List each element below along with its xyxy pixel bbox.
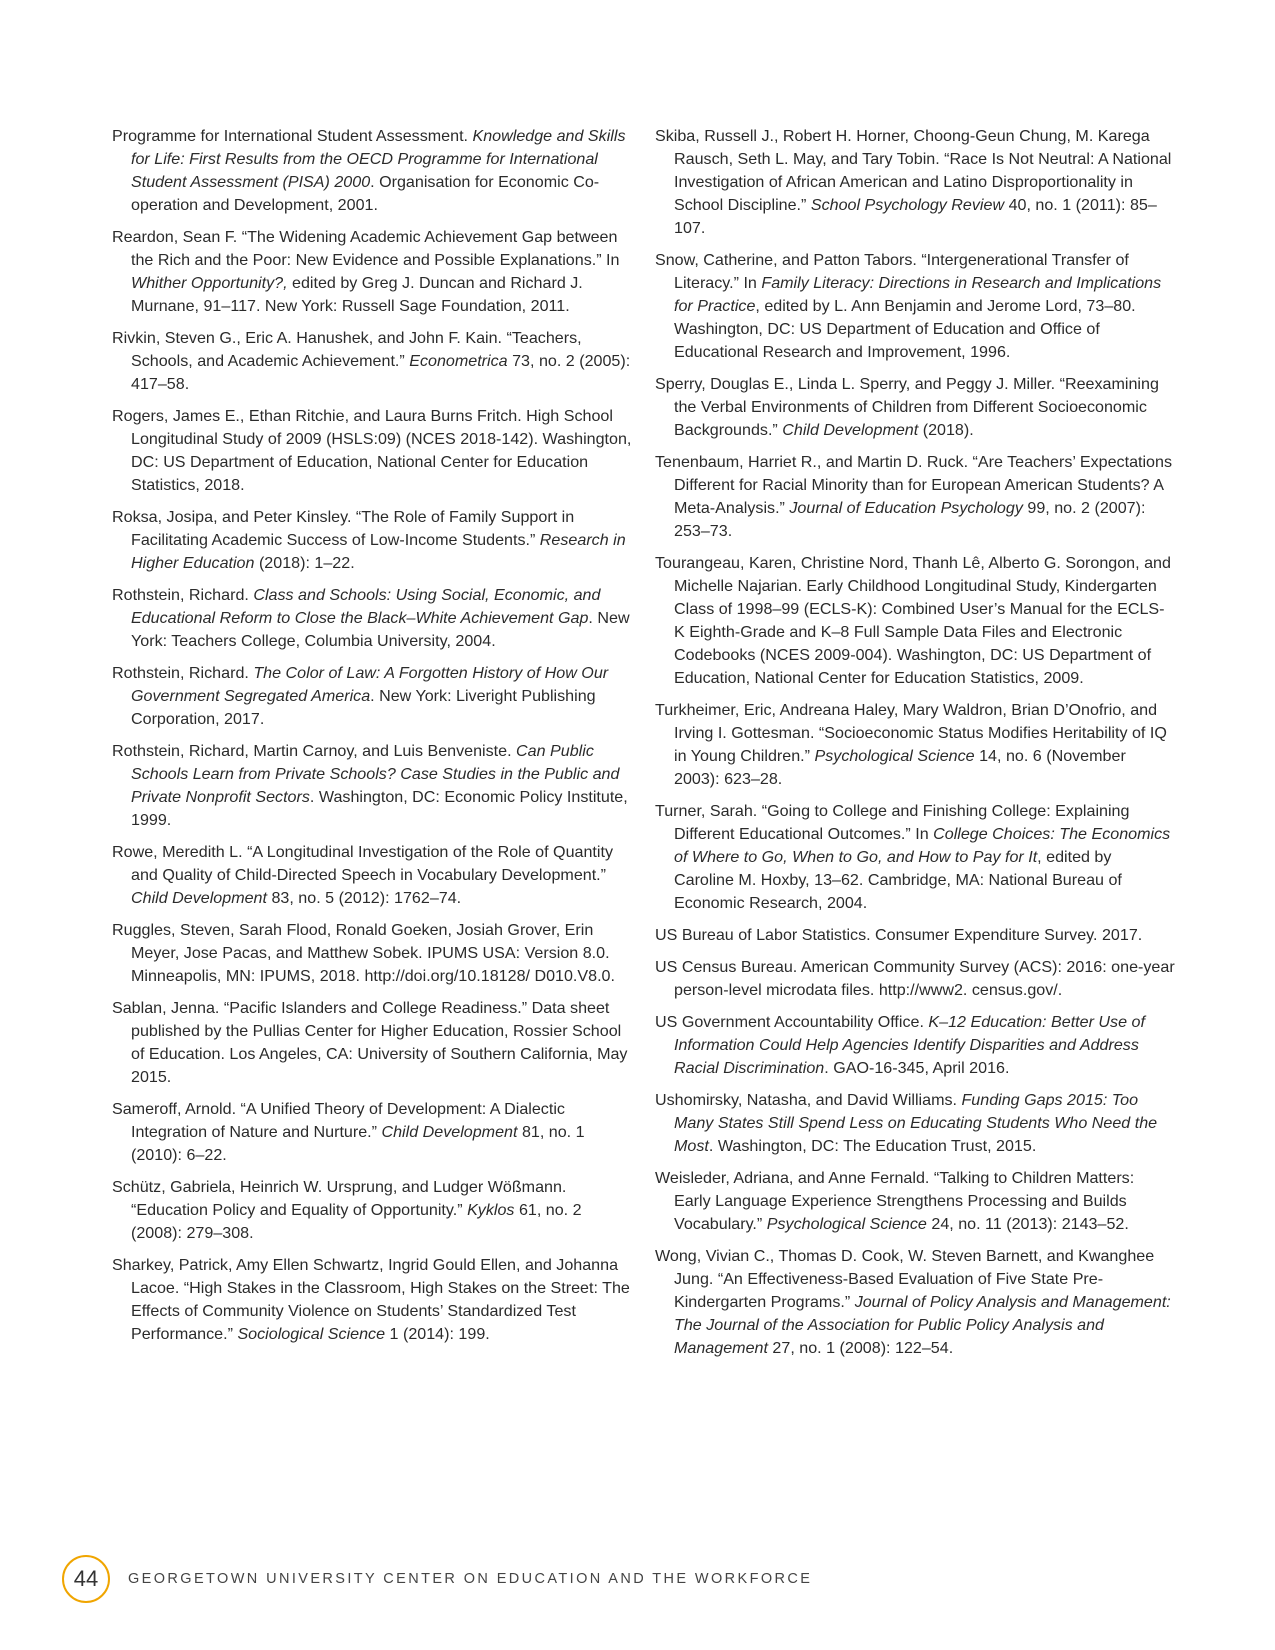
- reference-text: , edited by L. Ann Benjamin and Jerome Lord, 73–80. Washington, DC: US Department of Education and Office of Educational Research and Improvement, 1996.: [674, 297, 1136, 361]
- reference-title-italic: Funding Gaps 2015: Too Many States Still Spend Less on Educating Students Who Need the Most: [674, 1091, 1158, 1155]
- reference-text: Turkheimer, Eric, Andreana Haley, Mary Waldron, Brian D’Onofrio, and Irving I. Gottesman. “Socioeconomic Status Modifies Heritability of IQ in Young Children.”: [655, 701, 1167, 765]
- reference-text: 99, no. 2 (2007): 253–73.: [674, 499, 1146, 540]
- reference-text: Snow, Catherine, and Patton Tabors. “Intergenerational Transfer of Literacy.” In: [655, 251, 1129, 292]
- reference-entry: [112, 226, 632, 318]
- reference-entry: [655, 1167, 1175, 1236]
- reference-text: . GAO-16-345, April 2016.: [824, 1059, 1010, 1077]
- reference-entry: [112, 740, 632, 832]
- reference-entry: [655, 125, 1175, 240]
- reference-text: Turner, Sarah. “Going to College and Finishing College: Explaining Different Educational Outcomes.” In: [655, 802, 1130, 843]
- reference-text: Weisleder, Adriana, and Anne Fernald. “Talking to Children Matters: Early Language Experience Strengthens Processing and Builds Vocabulary.”: [655, 1169, 1135, 1233]
- reference-text: Sharkey, Patrick, Amy Ellen Schwartz, Ingrid Gould Ellen, and Johanna Lacoe. “High Stakes in the Classroom, High Stakes on the Street: The Effects of Community Violence on Students’ Standardized Test Performance.”: [112, 1256, 630, 1343]
- reference-text: . Washington, DC: Economic Policy Institute, 1999.: [131, 788, 628, 829]
- reference-title-italic: Kyklos: [467, 1201, 515, 1219]
- reference-text: Rothstein, Richard, Martin Carnoy, and Luis Benveniste.: [112, 742, 517, 760]
- reference-title-italic: Research in Higher Education: [131, 531, 626, 572]
- reference-entry: [112, 125, 632, 217]
- reference-text: (2018).: [918, 421, 974, 439]
- references-left-column: [112, 125, 632, 1355]
- reference-title-italic: School Psychology Review: [810, 196, 1005, 214]
- reference-text: Ushomirsky, Natasha, and David Williams.: [655, 1091, 962, 1109]
- reference-entry: [655, 552, 1175, 690]
- reference-title-italic: Family Literacy: Directions in Research and Implications for Practice: [674, 274, 1162, 315]
- reference-text: US Bureau of Labor Statistics. Consumer Expenditure Survey. 2017.: [655, 926, 1143, 944]
- reference-entry: [655, 451, 1175, 543]
- reference-title-italic: College Choices: The Economics of Where to Go, When to Go, and How to Pay for It: [674, 825, 1171, 866]
- reference-text: . Washington, DC: The Education Trust, 2015.: [708, 1137, 1037, 1155]
- reference-entry: [112, 405, 632, 497]
- reference-title-italic: Can Public Schools Learn from Private Schools? Case Studies in the Public and Private Nonprofit Sectors: [131, 742, 620, 806]
- reference-text: , edited by Caroline M. Hoxby, 13–62. Cambridge, MA: National Bureau of Economic Research, 2004.: [674, 848, 1122, 912]
- reference-entry: [112, 1176, 632, 1245]
- reference-text: Rivkin, Steven G., Eric A. Hanushek, and John F. Kain. “Teachers, Schools, and Academic Achievement.”: [112, 329, 582, 370]
- reference-title-italic: Knowledge and Skills for Life: First Results from the OECD Programme for International Student Assessment (PISA) 2000: [131, 127, 626, 191]
- reference-entry: [112, 997, 632, 1089]
- reference-text: Skiba, Russell J., Robert H. Horner, Choong-Geun Chung, M. Karega Rausch, Seth L. May, and Tary Tobin. “Race Is Not Neutral: A National Investigation of African American and Latino Disproportionality in School Discipline.”: [655, 127, 1172, 214]
- reference-text: Rowe, Meredith L. “A Longitudinal Investigation of the Role of Quantity and Quality of Child-Directed Speech in Vocabulary Development.”: [112, 843, 613, 884]
- reference-entry: [655, 1245, 1175, 1360]
- reference-text: Programme for International Student Assessment.: [112, 127, 473, 145]
- reference-entry: [112, 584, 632, 653]
- reference-text: Sperry, Douglas E., Linda L. Sperry, and Peggy J. Miller. “Reexamining the Verbal Environments of Children from Different Socioeconomic Backgrounds.”: [655, 375, 1159, 439]
- reference-title-italic: Class and Schools: Using Social, Economic, and Educational Reform to Close the Black–White Achievement Gap: [131, 586, 601, 627]
- reference-text: 24, no. 11 (2013): 2143–52.: [926, 1215, 1129, 1233]
- reference-title-italic: Sociological Science: [237, 1325, 386, 1343]
- reference-text: edited by Greg J. Duncan and Richard J. Murnane, 91–117. New York: Russell Sage Foundation, 2011.: [131, 274, 583, 315]
- reference-text: Tourangeau, Karen, Christine Nord, Thanh Lê, Alberto G. Sorongon, and Michelle Najarian. Early Childhood Longitudinal Study, Kindergarten Class of 1998–99 (ECLS-K): Combined User’s Manual for the ECLS-K Eighth-Grade and K–8 Full Sample Data Files and Electronic Codebooks (NCES 2009-004). Washington, DC: US Department of Education, National Center for Education Statistics, 2009.: [655, 554, 1171, 687]
- reference-text: US Census Bureau. American Community Survey (ACS): 2016: one-year person-level microdata files. http://www2. census.gov/.: [655, 958, 1175, 999]
- reference-title-italic: Journal of Education Psychology: [789, 499, 1023, 517]
- reference-text: Rothstein, Richard.: [112, 664, 254, 682]
- reference-title-italic: Journal of Policy Analysis and Management: The Journal of the Association for Public Policy Analysis and Management: [674, 1293, 1171, 1357]
- reference-entry: [655, 249, 1175, 364]
- reference-text: Reardon, Sean F. “The Widening Academic Achievement Gap between the Rich and the Poor: New Evidence and Possible Explanations.” In: [112, 228, 620, 269]
- reference-text: (2018): 1–22.: [254, 554, 355, 572]
- reference-text: Rogers, James E., Ethan Ritchie, and Laura Burns Fritch. High School Longitudinal Study of 2009 (HSLS:09) (NCES 2018-142). Washington, DC: US Department of Education, National Center for Education Statistics, 2018.: [112, 407, 632, 494]
- reference-text: 73, no. 2 (2005): 417–58.: [131, 352, 631, 393]
- reference-entry: [655, 924, 1175, 947]
- reference-text: 61, no. 2 (2008): 279–308.: [131, 1201, 582, 1242]
- reference-entry: [112, 1098, 632, 1167]
- reference-text: Sablan, Jenna. “Pacific Islanders and College Readiness.” Data sheet published by the Pullias Center for Higher Education, Rossier School of Education. Los Angeles, CA: University of Southern California, May 2015.: [112, 999, 628, 1086]
- reference-entry: [112, 662, 632, 731]
- reference-text: 83, no. 5 (2012): 1762–74.: [266, 889, 462, 907]
- references-right-column: [655, 125, 1175, 1369]
- reference-text: US Government Accountability Office.: [655, 1013, 929, 1031]
- reference-text: Sameroff, Arnold. “A Unified Theory of Development: A Dialectic Integration of Nature and Nurture.”: [112, 1100, 565, 1141]
- reference-title-italic: K–12 Education: Better Use of Information Could Help Agencies Identify Disparities and Address Racial Discrimination: [674, 1013, 1145, 1077]
- reference-entry: [655, 956, 1175, 1002]
- reference-entry: [112, 841, 632, 910]
- reference-text: 81, no. 1 (2010): 6–22.: [131, 1123, 585, 1164]
- reference-entry: [655, 800, 1175, 915]
- reference-entry: [112, 919, 632, 988]
- reference-text: 1 (2014): 199.: [385, 1325, 490, 1343]
- reference-text: Wong, Vivian C., Thomas D. Cook, W. Steven Barnett, and Kwanghee Jung. “An Effectiveness-Based Evaluation of Five State Pre-Kindergarten Programs.”: [655, 1247, 1155, 1311]
- reference-title-italic: Psychological Science: [814, 747, 975, 765]
- reference-text: . Organisation for Economic Co-operation and Development, 2001.: [131, 173, 600, 214]
- reference-title-italic: Child Development: [782, 421, 919, 439]
- footer-title: GEORGETOWN UNIVERSITY CENTER ON EDUCATION AND THE WORKFORCE: [128, 1571, 813, 1587]
- reference-text: Schütz, Gabriela, Heinrich W. Ursprung, and Ludger Wößmann. “Education Policy and Equality of Opportunity.”: [112, 1178, 567, 1219]
- reference-text: 40, no. 1 (2011): 85–107.: [674, 196, 1157, 237]
- reference-text: . New York: Teachers College, Columbia University, 2004.: [131, 609, 630, 650]
- reference-title-italic: Econometrica: [409, 352, 508, 370]
- reference-text: Ruggles, Steven, Sarah Flood, Ronald Goeken, Josiah Grover, Erin Meyer, Jose Pacas, and Matthew Sobek. IPUMS USA: Version 8.0. Minneapolis, MN: IPUMS, 2018. http://doi.org/10.18128/ D010.V8.0.: [112, 921, 615, 985]
- reference-title-italic: The Color of Law: A Forgotten History of How Our Government Segregated America: [131, 664, 609, 705]
- reference-entry: [112, 327, 632, 396]
- page-footer: [62, 1554, 812, 1604]
- page-number: 44: [62, 1555, 110, 1603]
- reference-entry: [112, 1254, 632, 1346]
- reference-entry: [655, 1089, 1175, 1158]
- reference-entry: [112, 506, 632, 575]
- reference-title-italic: Psychological Science: [766, 1215, 927, 1233]
- reference-title-italic: Whither Opportunity?,: [131, 274, 288, 292]
- reference-title-italic: Child Development: [131, 889, 267, 907]
- reference-entry: [655, 1011, 1175, 1080]
- reference-text: 14, no. 6 (November 2003): 623–28.: [674, 747, 1126, 788]
- reference-text: 27, no. 1 (2008): 122–54.: [767, 1339, 954, 1357]
- reference-entry: [655, 373, 1175, 442]
- reference-entry: [655, 699, 1175, 791]
- reference-text: Rothstein, Richard.: [112, 586, 254, 604]
- reference-title-italic: Child Development: [381, 1123, 518, 1141]
- reference-text: . New York: Liveright Publishing Corporation, 2017.: [131, 687, 596, 728]
- reference-text: Roksa, Josipa, and Peter Kinsley. “The Role of Family Support in Facilitating Academic Success of Low-Income Students.”: [112, 508, 575, 549]
- reference-text: Tenenbaum, Harriet R., and Martin D. Ruck. “Are Teachers’ Expectations Different for Racial Minority than for European American Students? A Meta-Analysis.”: [655, 453, 1173, 517]
